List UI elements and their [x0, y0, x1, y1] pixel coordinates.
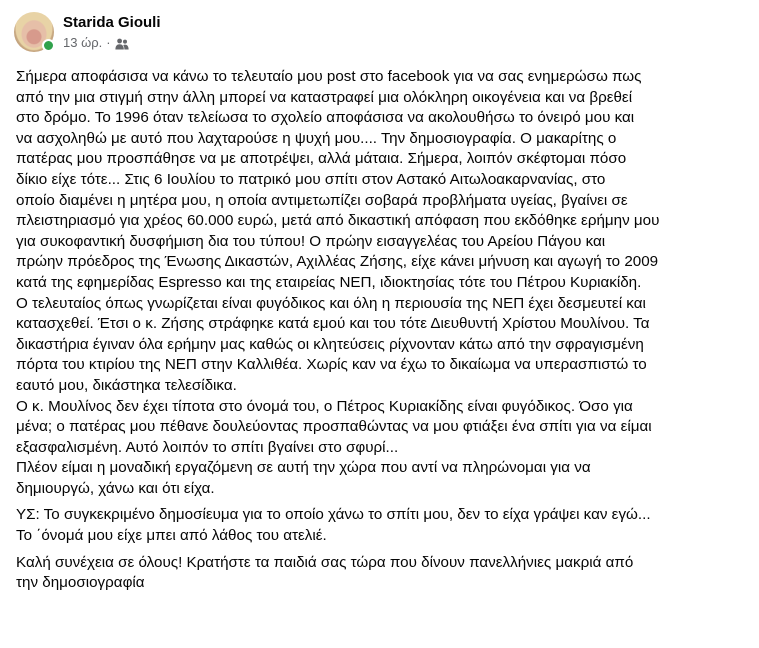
text-line: μένα; ο πατέρας μου πέθανε δουλεύοντας προσπαθώντας να μου φτιάξει ένα σπίτι για να είμαι — [16, 418, 652, 436]
post-paragraph-main — [16, 67, 751, 499]
text-line: ΥΣ: Το συγκεκριμένο δημοσίευμα για το οποίο χάνω το σπίτι μου, δεν το είχα γράψει καν εγώ... — [16, 506, 651, 524]
post-paragraph-ps — [16, 505, 751, 546]
text-line: Ο κ. Μουλίνος δεν έχει τίποτα στο όνομά του, ο Πέτρος Κυριακίδης είναι φυγόδικος. Όσο για — [16, 397, 633, 415]
post-meta — [63, 34, 161, 52]
text-line: να ασχοληθώ με αυτό που λαχταρούσε η ψυχή μου.... Την δημοσιογραφία. Ο μακαρίτης ο — [16, 129, 617, 147]
text-line: Πλέον είμαι η μοναδική εργαζόμενη σε αυτή την χώρα που αντί να πληρώνομαι για να — [16, 459, 591, 477]
post-timestamp-link[interactable]: 13 ώρ. — [63, 35, 103, 50]
text-line: πρώην πρόεδρος της Ένωσης Δικαστών, Αχιλλέας Ζήσης, είχε κάνει μήνυση και αγωγή το 2009 — [16, 253, 659, 271]
text-line: εαυτό μου, δικάστηκα τελεσίδικα. — [16, 376, 237, 394]
author-name-link[interactable]: Starida Giouli — [63, 14, 161, 31]
text-line: για συκοφαντική δυσφήμιση δια του τύπου! Ο πρώην εισαγγελέας του Αρείου Πάγου και — [16, 232, 606, 250]
post-text — [16, 67, 751, 600]
text-line: Καλή συνέχεια σε όλους! Κρατήστε τα παιδιά σας τώρα που δίνουν πανελλήνιες μακριά από — [16, 553, 634, 571]
post-paragraph-closing — [16, 553, 751, 594]
text-line: πόρτα του κτιρίου της ΝΕΠ στην Καλλιθέα. Χωρίς καν να έχω το δικαίωμα να υπερασπιστώ το — [16, 356, 647, 374]
text-line: την δημοσιογραφία — [16, 574, 145, 592]
text-line: πλειστηριασμό για χρέος 60.000 ευρώ, μετά από δικαστική απόφαση που εκδόθηκε ερήμην μου — [16, 212, 660, 230]
text-line: Ο τελευταίος όπως γνωρίζεται είναι φυγόδικος και όλη η περιουσία της ΝΕΠ έχει δεσμευτεί και — [16, 294, 646, 312]
friends-audience-icon[interactable] — [115, 37, 129, 49]
author-meta — [63, 12, 161, 52]
online-status-icon — [42, 39, 55, 52]
text-line: πατέρας μου προσπάθησε να με αποτρέψει, αλλά μάταια. Σήμερα, λοιπόν σκέφτομαι πόσο — [16, 150, 627, 168]
text-line: Το ΄όνομά μου είχε μπει από λάθος του ατελιέ. — [16, 527, 327, 545]
text-line: στο δρόμο. Το 1996 όταν τελείωσα το σχολείο αποφάσισα να ακολουθήσω το όνειρό μου και — [16, 109, 635, 127]
text-line: εξασφαλισμένη. Αυτό λοιπόν το σπίτι βγαίνει στο σφυρί... — [16, 438, 399, 456]
post-header — [14, 12, 161, 52]
text-line: Σήμερα αποφάσισα να κάνω το τελευταίο μου post στο facebook για να σας ενημερώσω πως — [16, 68, 642, 85]
meta-separator: · — [106, 35, 111, 50]
text-line: δημιουργώ, χάνω και ότι είχα. — [16, 479, 215, 497]
author-avatar-link[interactable] — [14, 12, 54, 52]
text-line: από την μια στιγμή στην άλλη μπορεί να καταστραφεί μια ολόκληρη οικογένεια και να βρεθεί — [16, 88, 633, 106]
text-line: δίκιο είχε τότε... Στις 6 Ιουλίου το πατρικό μου σπίτι στον Αστακό Αιτωλοακαρνανίας, στο — [16, 170, 606, 188]
text-line: κατασχεθεί. Έτσι ο κ. Ζήσης στράφηκε κατά εμού και του τότε Διευθυντή Χρίστου Μουλίνου. Τα — [16, 315, 650, 333]
text-line: δικαστήρια έγιναν όλα ερήμην μας καθώς οι κλητεύσεις ρίχνονταν κάτω από την σφραγισμένη — [16, 335, 644, 353]
text-line: οποίο διαμένει η μητέρα μου, η οποία αντιμετωπίζει σοβαρά προβλήματα υγείας, βγαίνει σε — [16, 191, 628, 209]
text-line: κατά της εφημερίδας Espresso και της εταιρείας ΝΕΠ, ιδιοκτησίας τότε του Πέτρου Κυριακίδη. — [16, 273, 642, 291]
